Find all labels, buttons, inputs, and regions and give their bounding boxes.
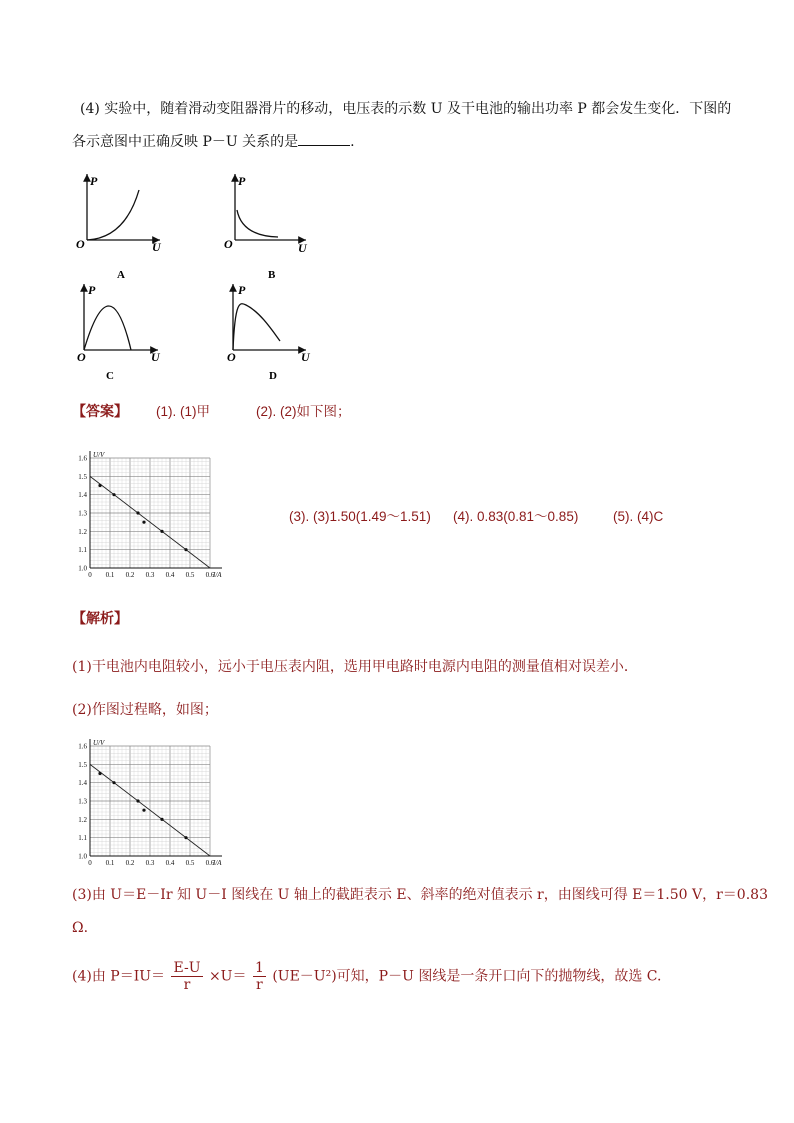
x-tick-label: 0.4 bbox=[165, 859, 175, 867]
data-point bbox=[98, 772, 101, 775]
x-tick-label: 0.6 bbox=[205, 571, 215, 579]
x-tick-label: 0 bbox=[88, 571, 92, 579]
option-b-origin-label: O bbox=[224, 237, 233, 251]
fraction-denominator: r bbox=[183, 977, 191, 993]
y-tick-label: 1.1 bbox=[78, 834, 87, 843]
option-b-graph bbox=[224, 174, 308, 281]
data-point bbox=[142, 521, 145, 524]
answer-graph bbox=[70, 450, 230, 580]
x-tick-label: 0.3 bbox=[145, 571, 155, 579]
option-b-u-axis-label: U bbox=[298, 241, 307, 255]
question-line-2-text: 各示意图中正确反映 P－U 关系的是 bbox=[72, 134, 299, 150]
answer-1: (1). (1)甲 bbox=[156, 404, 210, 419]
y-tick-label: 1.4 bbox=[78, 779, 87, 788]
option-a-p-axis-label: P bbox=[90, 174, 98, 188]
y-tick-label: 1.1 bbox=[78, 546, 87, 555]
option-a-label: A bbox=[117, 269, 125, 281]
option-c-graph bbox=[77, 283, 161, 382]
y-tick-label: 1.2 bbox=[78, 527, 87, 536]
analysis-p3-line1: (3)由 U＝E－Ir 知 U－I 图线在 U 轴上的截距表示 E、斜率的绝对值表示 r，由图线可得 E＝1.50 V，r＝0.83 bbox=[72, 887, 768, 903]
x-tick-label: 0.6 bbox=[205, 859, 215, 867]
answer-3: (3). (3)1.50(1.49～1.51) bbox=[289, 509, 431, 524]
y-tick-label: 1.5 bbox=[78, 472, 87, 481]
y-tick-label: 1.6 bbox=[78, 742, 87, 751]
analysis-p1: (1)干电池内电阻较小，远小于电压表内阻，选用甲电路时电源内电阻的测量值相对误差小． bbox=[72, 659, 638, 675]
answer-2: (2). (2)如下图； bbox=[256, 404, 351, 419]
analysis-p4 bbox=[72, 960, 661, 993]
option-a-graph bbox=[76, 174, 162, 281]
y-axis-label: U/V bbox=[93, 739, 105, 747]
x-tick-label: 0.1 bbox=[105, 571, 115, 579]
option-d-label: D bbox=[269, 370, 277, 382]
fraction-denominator: r bbox=[256, 977, 263, 993]
data-point bbox=[160, 818, 163, 821]
analysis-p4-mid: ×U＝ bbox=[208, 968, 247, 985]
analysis-graph bbox=[70, 738, 230, 868]
option-d-graph bbox=[227, 283, 311, 382]
data-point bbox=[98, 484, 101, 487]
x-tick-label: 0.2 bbox=[125, 571, 135, 579]
option-c-label: C bbox=[106, 370, 114, 382]
y-tick-label: 1.3 bbox=[78, 797, 87, 806]
analysis-header: 【解析】 bbox=[72, 611, 128, 627]
question-line-2-end: . bbox=[350, 134, 355, 150]
analysis-p2: (2)作图过程略，如图； bbox=[72, 702, 218, 718]
data-point bbox=[136, 799, 139, 802]
x-axis-label: I/A bbox=[213, 571, 222, 579]
analysis-p4-prefix: (4)由 P＝IU＝ bbox=[72, 968, 166, 985]
x-tick-label: 0.3 bbox=[145, 859, 155, 867]
data-point bbox=[136, 511, 139, 514]
option-d-p-axis-label: P bbox=[238, 283, 246, 297]
option-b-label: B bbox=[268, 269, 276, 281]
option-b-p-axis-label: P bbox=[238, 174, 246, 188]
option-c-p-axis-label: P bbox=[88, 283, 96, 297]
y-tick-label: 1.6 bbox=[78, 454, 87, 463]
y-tick-label: 1.4 bbox=[78, 491, 87, 500]
y-tick-label: 1.0 bbox=[78, 852, 87, 861]
x-tick-label: 0.1 bbox=[105, 859, 115, 867]
y-tick-label: 1.5 bbox=[78, 760, 87, 769]
x-tick-label: 0.5 bbox=[185, 859, 195, 867]
fraction-one-over-r bbox=[253, 960, 266, 993]
x-tick-label: 0.4 bbox=[165, 571, 175, 579]
option-d-u-axis-label: U bbox=[301, 350, 310, 364]
y-tick-label: 1.0 bbox=[78, 564, 87, 573]
y-tick-label: 1.3 bbox=[78, 509, 87, 518]
y-axis-label: U/V bbox=[93, 451, 105, 459]
x-axis-label: I/A bbox=[213, 859, 222, 867]
option-a-origin-label: O bbox=[76, 237, 85, 251]
option-d-origin-label: O bbox=[227, 350, 236, 364]
answer-header: 【答案】 bbox=[72, 404, 128, 420]
x-tick-label: 0.5 bbox=[185, 571, 195, 579]
answer-blank bbox=[298, 131, 350, 146]
data-point bbox=[112, 781, 115, 784]
analysis-p4-suffix: (UE－U²)可知，P－U 图线是一条开口向下的抛物线，故选 C. bbox=[272, 968, 662, 985]
question-line-2 bbox=[72, 131, 355, 152]
option-c-u-axis-label: U bbox=[151, 350, 160, 364]
option-a-u-axis-label: U bbox=[152, 240, 161, 254]
data-point bbox=[184, 548, 187, 551]
y-tick-label: 1.2 bbox=[78, 815, 87, 824]
data-point bbox=[142, 809, 145, 812]
fraction-numerator: E-U bbox=[173, 960, 201, 976]
question-line-1: (4) 实验中，随着滑动变阻器滑片的移动，电压表的示数 U 及干电池的输出功率 P 都会发生变化．下图的 bbox=[80, 101, 732, 117]
x-tick-label: 0.2 bbox=[125, 859, 135, 867]
fraction-e-minus-u-over-r bbox=[171, 960, 202, 993]
data-point bbox=[112, 493, 115, 496]
data-point bbox=[160, 530, 163, 533]
answer-5: (5). (4)C bbox=[613, 509, 664, 524]
option-c-origin-label: O bbox=[77, 350, 86, 364]
data-point bbox=[184, 836, 187, 839]
fraction-numerator: 1 bbox=[254, 960, 264, 976]
answer-4: (4). 0.83(0.81～0.85) bbox=[453, 509, 579, 524]
x-tick-label: 0 bbox=[88, 859, 92, 867]
analysis-p3-line2: Ω. bbox=[72, 920, 89, 936]
